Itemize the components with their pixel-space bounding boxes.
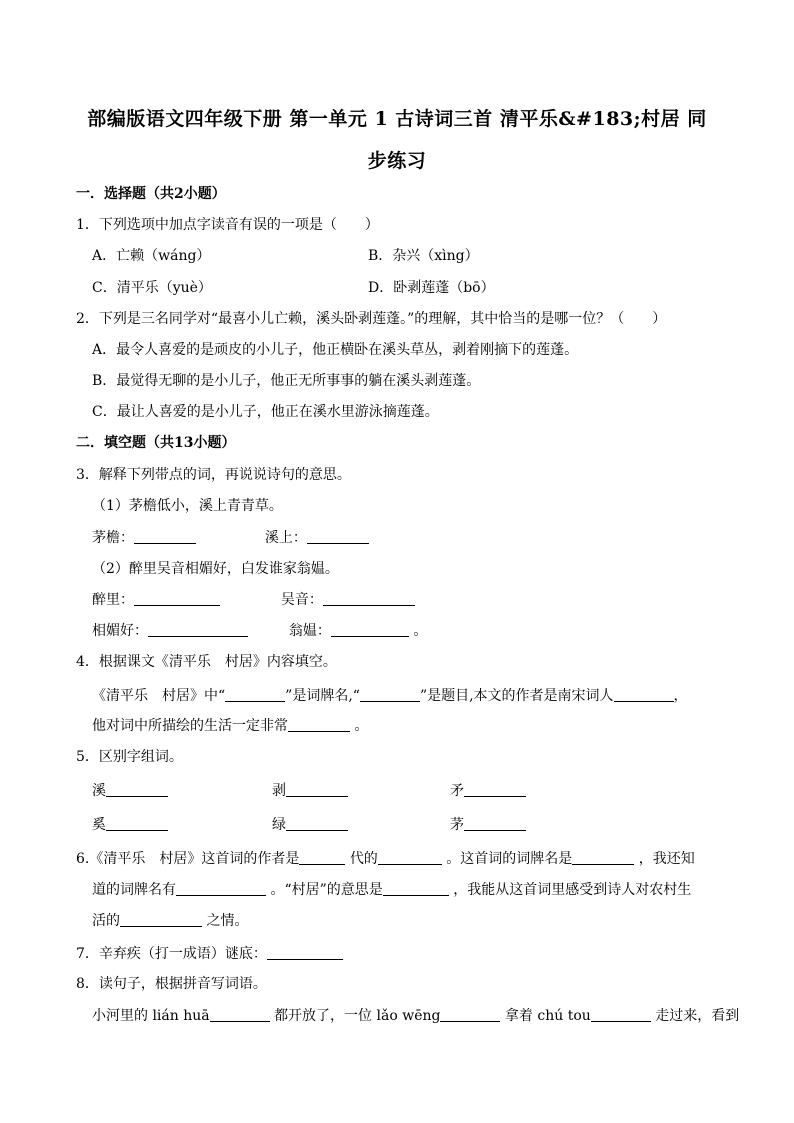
q3-stem: 3．解释下列带点的词，再说说诗句的意思。 bbox=[76, 467, 351, 483]
answer-blank[interactable] bbox=[120, 912, 202, 927]
q1-option-c: C．清平乐（yuè） bbox=[92, 280, 212, 296]
answer-blank[interactable] bbox=[572, 850, 634, 865]
q4-text: ， bbox=[673, 688, 688, 704]
q6-text: 活的 bbox=[92, 913, 120, 929]
q3-label-wuyin: 吴音： bbox=[280, 592, 323, 608]
answer-blank[interactable] bbox=[286, 816, 348, 831]
q1-option-b: B．杂兴（xìng） bbox=[368, 248, 479, 264]
answer-blank[interactable] bbox=[210, 1007, 270, 1022]
q4-text: 《清平乐 村居》中“ bbox=[92, 688, 226, 704]
q7-stem: 7．辛弃疾（打一成语）谜底： bbox=[76, 946, 267, 962]
q5-char: 茅 bbox=[450, 817, 464, 833]
answer-blank[interactable] bbox=[225, 687, 285, 702]
q5-item bbox=[92, 781, 168, 801]
q2-option-c: C．最让人喜爱的是小儿子，他正在溪水里游泳摘莲蓬。 bbox=[92, 404, 439, 420]
q4-text: 他对词中所描绘的生活一定非常 bbox=[92, 718, 288, 734]
q1-stem: 1．下列选项中加点字读音有误的一项是（ ） bbox=[76, 217, 379, 233]
q8-text: 都开放了，一位 lǎo wēng bbox=[274, 1008, 441, 1024]
q4-line2 bbox=[92, 716, 368, 736]
q4-text: ”是题目,本文的作者是南宋词人 bbox=[419, 688, 614, 704]
section-heading-fill: 二．填空题（共13小题） bbox=[76, 435, 236, 451]
q4-line1 bbox=[92, 686, 688, 706]
q3-label-xishang: 溪上： bbox=[264, 530, 307, 546]
q6-text: 6.《清平乐 村居》这首词的作者是 bbox=[76, 851, 300, 867]
q6-text: ，我能从这首词里感受到诗人对农村生 bbox=[453, 882, 692, 898]
q5-char: 绿 bbox=[272, 817, 286, 833]
page-title-line2: 步练习 bbox=[367, 150, 427, 172]
section-heading-choice: 一．选择题（共2小题） bbox=[76, 186, 226, 202]
answer-blank[interactable] bbox=[134, 591, 220, 606]
answer-blank[interactable] bbox=[299, 850, 345, 865]
q6-line2 bbox=[92, 880, 691, 900]
q5-char: 矛 bbox=[450, 783, 464, 799]
q6-line3 bbox=[92, 911, 248, 931]
answer-blank[interactable] bbox=[307, 529, 369, 544]
q8-text: 走过来，看到 bbox=[655, 1008, 740, 1024]
answer-blank[interactable] bbox=[440, 1007, 500, 1022]
q5-item bbox=[272, 781, 348, 801]
answer-blank[interactable] bbox=[288, 717, 350, 732]
q8-sentence bbox=[92, 1006, 739, 1026]
q6-text: 之情。 bbox=[206, 913, 249, 929]
q6-text: 代的 bbox=[349, 851, 378, 867]
q3-label-wengao: 翁媪： bbox=[288, 623, 331, 639]
q3-label-zuili: 醉里： bbox=[92, 592, 134, 608]
q7-line bbox=[76, 944, 343, 964]
q6-line1 bbox=[76, 849, 695, 869]
answer-blank[interactable] bbox=[591, 1007, 651, 1022]
q2-stem: 2．下列是三名同学对“最喜小儿亡赖，溪头卧剥莲蓬。”的理解，其中恰当的是哪一位？（ ） bbox=[76, 311, 667, 327]
answer-blank[interactable] bbox=[378, 850, 442, 865]
q1-option-a: A．亡赖（wáng） bbox=[92, 248, 211, 264]
answer-blank[interactable] bbox=[323, 591, 415, 606]
q5-item bbox=[272, 815, 348, 835]
q3-poem-line2: （2）醉里吴音相媚好，白发谁家翁媪。 bbox=[92, 561, 339, 577]
q6-text: 。这首词的词牌名是 bbox=[446, 851, 573, 867]
q6-text: 。“村居”的意思是 bbox=[270, 882, 383, 898]
q6-text: 道的词牌名有 bbox=[92, 882, 176, 898]
answer-blank[interactable] bbox=[106, 816, 168, 831]
q5-item bbox=[450, 781, 526, 801]
answer-blank[interactable] bbox=[464, 816, 526, 831]
q6-text: ，我还知 bbox=[638, 851, 695, 867]
q2-option-b: B．最觉得无聊的是小儿子，他正无所事事的躺在溪头剥莲蓬。 bbox=[92, 373, 481, 389]
answer-blank[interactable] bbox=[383, 881, 449, 896]
answer-blank[interactable] bbox=[360, 687, 420, 702]
q1-option-d: D．卧剥莲蓬（bō） bbox=[368, 280, 495, 296]
q4-text: 。 bbox=[354, 718, 369, 734]
answer-blank[interactable] bbox=[464, 782, 526, 797]
answer-blank[interactable] bbox=[106, 782, 168, 797]
q8-text: 小河里的 lián huā bbox=[92, 1008, 210, 1024]
q8-text: 拿着 chú tou bbox=[504, 1008, 591, 1024]
q4-stem: 4．根据课文《清平乐 村居》内容填空。 bbox=[76, 654, 337, 670]
q5-item bbox=[92, 815, 168, 835]
q3-end-mark: 。 bbox=[413, 623, 428, 639]
page-title-line1: 部编版语文四年级下册 第一单元 1 古诗词三首 清平乐&#183;村居 同 bbox=[87, 108, 707, 130]
q5-char: 溪 bbox=[92, 783, 106, 799]
q3-blank-row1 bbox=[92, 528, 369, 548]
q3-blank-row3 bbox=[92, 621, 427, 641]
q3-poem-line1: （1）茅檐低小，溪上青青草。 bbox=[92, 498, 283, 514]
q5-stem: 5．区别字组词。 bbox=[76, 749, 183, 765]
q4-text: ”是词牌名,“ bbox=[285, 688, 360, 704]
q3-label-xiangmeihao: 相媚好： bbox=[92, 623, 148, 639]
answer-blank[interactable] bbox=[148, 622, 248, 637]
answer-blank[interactable] bbox=[286, 782, 348, 797]
q5-item bbox=[450, 815, 526, 835]
q3-blank-row2 bbox=[92, 590, 415, 610]
q5-char: 剥 bbox=[272, 783, 286, 799]
answer-blank[interactable] bbox=[267, 945, 343, 960]
answer-blank[interactable] bbox=[331, 622, 409, 637]
answer-blank[interactable] bbox=[134, 529, 196, 544]
answer-blank[interactable] bbox=[176, 881, 266, 896]
q2-option-a: A．最令人喜爱的是顽皮的小儿子，他正横卧在溪头草丛，剥着刚摘下的莲蓬。 bbox=[92, 342, 579, 358]
q5-char: 奚 bbox=[92, 817, 106, 833]
answer-blank[interactable] bbox=[614, 687, 674, 702]
q8-stem: 8．读句子，根据拼音写词语。 bbox=[76, 976, 267, 992]
q3-label-maoyan: 茅檐： bbox=[92, 530, 134, 546]
